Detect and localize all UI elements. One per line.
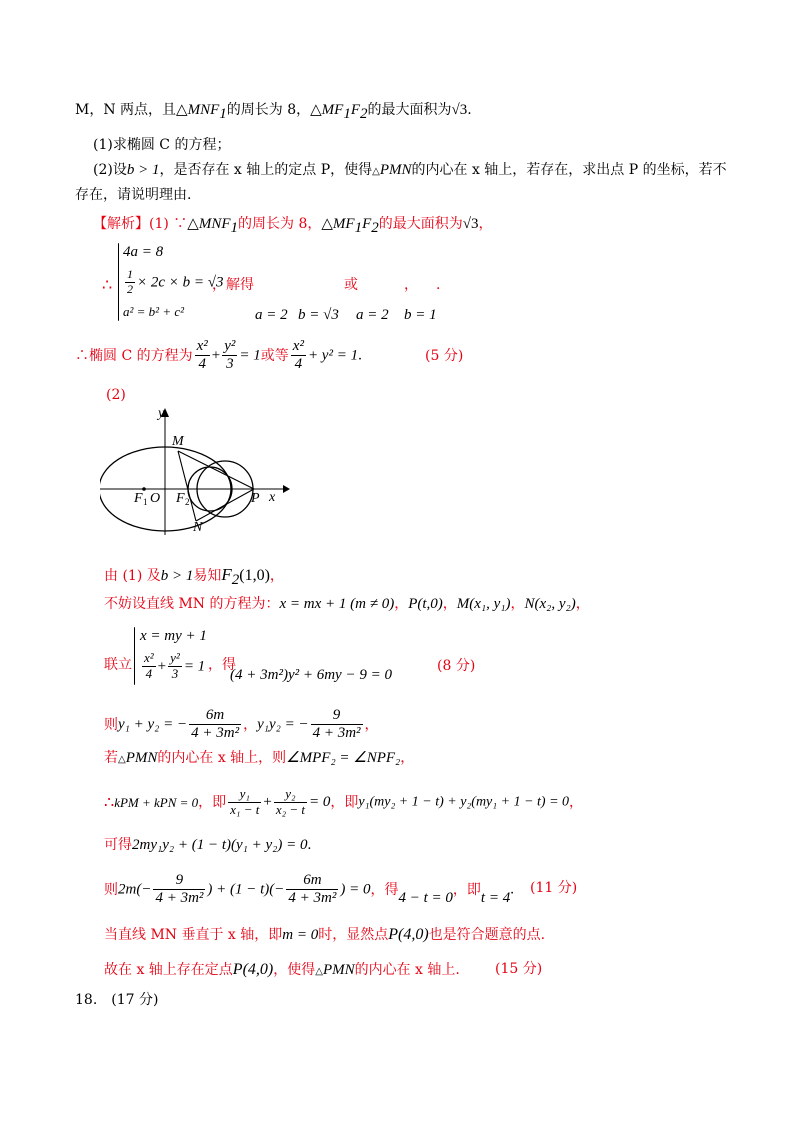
text: 的内心在 x 轴上，则: [157, 750, 287, 766]
frac-num: x²: [144, 650, 154, 665]
triangle-symbol: △: [187, 216, 199, 232]
triangle-symbol: △: [372, 166, 380, 177]
subscript: 1: [230, 219, 238, 236]
frac-num: x²: [291, 338, 306, 356]
question-2-line-1: [93, 163, 727, 178]
text: 也是符合题意的点.: [428, 927, 546, 943]
quadratic-equation: (4 + 3m²)y² + 6my − 9 = 0: [230, 667, 392, 683]
label-y: y: [158, 406, 165, 421]
text: 则: [104, 881, 118, 898]
therefore-symbol: ∴: [102, 275, 113, 294]
solution-text: (1) ∵: [149, 216, 188, 232]
math-t0: 4 − t = 0: [398, 889, 453, 906]
label-p: P: [251, 491, 260, 506]
text: ，: [269, 568, 284, 584]
fraction-9: [153, 872, 205, 908]
triangle-symbol: △: [118, 754, 126, 765]
eq-end: = 0: [309, 793, 331, 810]
math-angles: ∠MPF₂ = ∠NPF₂: [286, 750, 401, 766]
fraction-x2-4b: [291, 338, 306, 374]
de-text: ，得: [208, 657, 236, 673]
conclusion-line: [104, 962, 460, 978]
frac-num: 9: [311, 707, 363, 725]
math-point-p: P(t,0): [408, 596, 443, 612]
frac-den: 4 + 3m²: [288, 890, 337, 907]
system-brace: [118, 243, 119, 321]
math-slopes: kPM + kPN = 0: [114, 794, 199, 810]
comma-text: ，: [404, 277, 418, 293]
eq-end: = 1: [183, 658, 206, 675]
text: ，: [510, 596, 525, 612]
plus: +: [157, 658, 167, 675]
math-cond: b > 1: [126, 162, 160, 178]
q2-text: (2)设: [93, 162, 127, 178]
text: 不妨设直线 MN 的方程为：: [104, 596, 280, 612]
incenter-line: [104, 751, 414, 766]
therefore: ∴: [104, 792, 115, 812]
frac-num: 1: [127, 267, 133, 281]
text: ，: [575, 596, 590, 612]
label-f2-sub: 2: [185, 497, 190, 507]
segment-mn: [178, 451, 196, 521]
comma: ，: [364, 716, 379, 733]
system2-eq-2: [140, 651, 205, 682]
triangle-symbol: △: [315, 966, 323, 977]
label-m: M: [172, 434, 184, 449]
text: ，: [442, 596, 457, 612]
subscript: 1: [219, 105, 227, 122]
score-5: (5 分): [425, 348, 464, 364]
intro-text: 的最大面积为: [367, 102, 452, 118]
triangle-symbol: △: [310, 102, 322, 118]
fraction-k1: [228, 787, 261, 818]
answer-b2: b = 1: [404, 307, 437, 323]
text: ，得: [370, 881, 399, 898]
text: ，: [394, 596, 409, 612]
math-sqrt3: √3: [451, 102, 468, 118]
frac-den: 3: [226, 356, 234, 373]
subscript: 2: [231, 571, 240, 588]
system-eq-3: a² = b² + c²: [123, 304, 185, 319]
frac-num: y₂: [274, 787, 307, 803]
frac-den: 4: [198, 356, 206, 373]
period: .: [307, 837, 312, 853]
intro-line: [75, 103, 472, 122]
question-18: 18. (17 分): [75, 992, 159, 1008]
text: 若: [104, 750, 118, 766]
question-1: (1)求椭圆 C 的方程；: [93, 137, 231, 153]
vertical-case-line: [104, 927, 545, 943]
solution-text: ，: [478, 216, 493, 232]
frac-den: 4 + 3m²: [191, 725, 240, 742]
math-part: 2m(−: [118, 881, 152, 898]
solution-text: 的最大面积为: [378, 216, 463, 232]
text: 由 (1) 及: [104, 568, 161, 584]
fraction-y2-3: [222, 338, 237, 374]
label-f1-sub: 1: [143, 497, 148, 507]
eq-end: + y² = 1: [307, 347, 359, 364]
answer-a2: a = 2: [356, 307, 389, 323]
fraction-6m: [286, 872, 338, 908]
eq-end: = 1: [239, 347, 261, 364]
math-f: F: [350, 102, 361, 118]
system-eq-1: 4a = 8: [123, 244, 164, 260]
math-mf1f2: MF: [332, 216, 355, 232]
math-point: (1,0): [239, 567, 270, 584]
comma: ，: [569, 794, 584, 811]
system2-brace: [134, 627, 135, 685]
math-cond: b > 1: [160, 568, 194, 584]
solution-header: [93, 217, 492, 236]
math-mf1f2: MF: [321, 102, 344, 118]
ellipse-figure: [100, 405, 290, 535]
comma: ，: [243, 716, 258, 733]
subscript: 2: [360, 105, 368, 122]
eq-or: 或等: [260, 347, 289, 364]
question-2-line-2: 存在，请说明理由.: [75, 187, 192, 203]
frac-num: 6m: [286, 872, 338, 890]
text: ，即: [452, 881, 481, 898]
system-eq-2: [123, 268, 224, 297]
frac-den: 4: [145, 665, 153, 681]
fraction-x2-4: [142, 651, 156, 682]
text: 易知: [193, 568, 222, 584]
math-p40: P(4,0): [232, 961, 274, 978]
math-pmn: PMN: [125, 750, 158, 766]
math-kede: 2my₁y₂ + (1 − t)(y₁ + y₂) = 0: [132, 837, 308, 853]
math-part: ) = 0: [340, 881, 371, 898]
vieta-line: [104, 707, 379, 743]
q2-text: ，是否存在 x 轴上的定点 P，使得: [159, 162, 373, 178]
focus-f1-dot: [142, 487, 146, 491]
label-x: x: [269, 490, 276, 505]
answer-b1: b = √3: [298, 307, 339, 323]
frac-num: y²: [222, 338, 237, 356]
text: 的内心在 x 轴上.: [354, 962, 460, 978]
math-p40: P(4,0): [388, 926, 429, 943]
frac-num: y²: [170, 650, 180, 665]
segment-np: [196, 489, 254, 521]
math-point-m: M(x₁, y₁): [456, 596, 511, 612]
frac-den: 4 + 3m²: [312, 725, 361, 742]
math-expand: y₁(my₂ + 1 − t) + y₂(my₁ + 1 − t) = 0: [358, 794, 570, 810]
text: 时，显然点: [318, 927, 389, 943]
math-pmn: PMN: [322, 962, 355, 978]
fraction-half: [125, 268, 135, 297]
frac-den: x₂ − t: [275, 801, 305, 817]
substitute-line: [104, 872, 514, 908]
math-prod: y₁y₂ = −: [257, 716, 309, 733]
fraction-x2-4: [195, 338, 210, 374]
fraction-9: [311, 707, 363, 743]
score-15: (15 分): [495, 961, 543, 977]
frac-num: x²: [195, 338, 210, 356]
frac-den: 3: [171, 665, 179, 681]
frac-den: 2: [127, 281, 133, 296]
frac-den: 4 + 3m²: [155, 890, 204, 907]
eq-prefix: ∴椭圆 C 的方程为: [75, 347, 193, 364]
label-n: N: [193, 520, 203, 535]
math-t4: t = 4: [480, 889, 511, 906]
math-expr: × 2c × b = √3: [137, 274, 224, 291]
fraction-y2-3: [168, 651, 182, 682]
solution-tag: 【解析】: [93, 216, 149, 232]
frac-num: y₁: [228, 787, 261, 803]
math-sum: y₁ + y₂ = −: [118, 716, 188, 733]
q2-text: 的内心在 x 轴上，若存在，求出点 P 的坐标，若不: [411, 162, 727, 178]
text: 当直线 MN 垂直于 x 轴，即: [104, 927, 283, 943]
intro-text: M，N 两点，且: [75, 102, 177, 118]
frac-den: 4: [294, 356, 303, 373]
slopes-line: [104, 787, 583, 818]
text: 则: [104, 716, 118, 733]
fraction-k2: [274, 787, 307, 818]
plus: +: [211, 347, 221, 364]
part-2-label: (2): [106, 387, 126, 403]
math-pmn: PMN: [379, 162, 412, 178]
label-f1: F: [134, 491, 143, 506]
f2-line: [104, 566, 284, 588]
math-point-n: N(x₂, y₂): [524, 596, 576, 612]
system2-eq-1: x = my + 1: [140, 628, 207, 644]
math-f2: F: [221, 565, 232, 584]
plus: +: [263, 793, 272, 810]
subscript: 1: [354, 219, 363, 236]
subscript: 2: [371, 219, 379, 236]
lianli-text: 联立: [104, 657, 132, 673]
frac-num: 9: [153, 872, 205, 890]
kede-line: [104, 838, 311, 853]
text: 故在 x 轴上存在定点: [104, 962, 233, 978]
math-mnf1: MNF: [187, 102, 220, 118]
period: .: [510, 881, 514, 898]
period: .: [358, 347, 362, 364]
x-axis-arrow-icon: [283, 485, 290, 493]
answer-a1: a = 2: [255, 307, 288, 323]
text: ，: [400, 750, 415, 766]
label-f2: F: [176, 491, 185, 506]
text: ，使得: [273, 962, 316, 978]
score-11: (11 分): [530, 880, 578, 896]
math-sqrt3: √3: [462, 216, 479, 232]
triangle-symbol: △: [176, 102, 188, 118]
math-m0: m = 0: [282, 927, 319, 943]
fraction-6m: [189, 707, 241, 743]
solution-text: 的周长为 8，: [238, 216, 322, 232]
intro-text: 的周长为 8，: [226, 102, 311, 118]
math-mnf1: MNF: [198, 216, 231, 232]
ellipse-equation-line: [75, 338, 362, 374]
text: 可得: [104, 837, 132, 853]
math-line-eq: x = mx + 1 (m ≠ 0): [279, 596, 395, 612]
subscript: 1: [343, 105, 351, 122]
intro-text: .: [467, 102, 472, 118]
text: ，即: [198, 794, 227, 811]
score-8: (8 分): [437, 658, 476, 674]
period-text: .: [436, 277, 441, 293]
frac-num: 6m: [189, 707, 241, 725]
frac-den: x₁ − t: [230, 801, 260, 817]
label-o: O: [150, 491, 161, 506]
solve-text: ，解得: [212, 277, 254, 293]
text: ，即: [330, 794, 359, 811]
math-part: ) + (1 − t)(−: [207, 881, 285, 898]
line-mn-setup: [104, 597, 590, 612]
triangle-symbol: △: [321, 216, 333, 232]
or-text: 或: [344, 277, 358, 293]
math-f: F: [362, 216, 372, 232]
